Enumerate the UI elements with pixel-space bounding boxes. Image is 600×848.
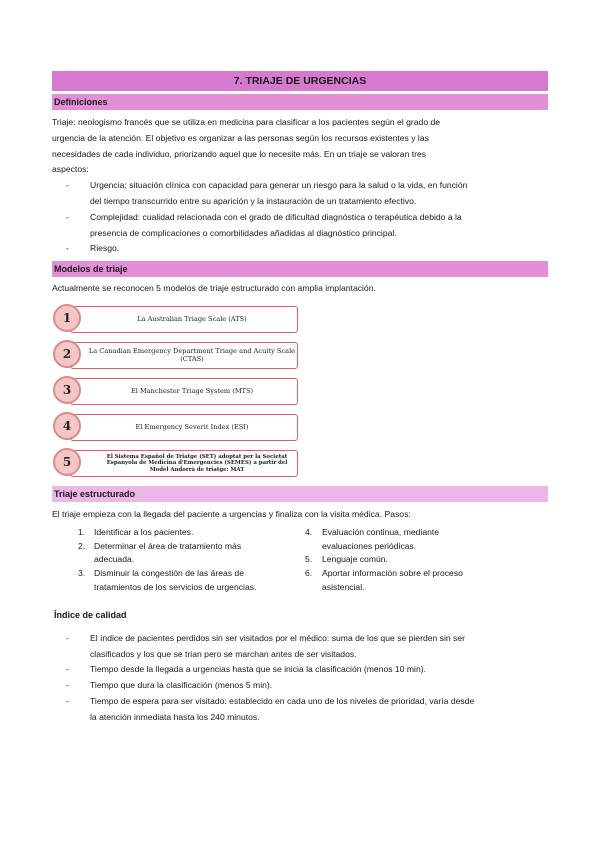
section-heading-calidad: Índice de calidad — [54, 609, 127, 620]
list-item: - Urgencia: situación clínica con capacidad para generar un riesgo para la salud o la vida, en función del tiempo transcurrido entre su aparición y la instauración de un tratamiento efectivo. — [52, 178, 548, 210]
triage-model-label: El Emergency Severit Index (ESI) — [70, 414, 298, 441]
triage-model-number: 1 — [53, 304, 81, 332]
step-item — [52, 540, 302, 568]
section-heading-definiciones: Definiciones — [52, 94, 548, 110]
triage-model-item — [52, 378, 300, 409]
triage-model-label: La Australian Triage Scale (ATS) — [70, 306, 298, 333]
step-item — [52, 526, 302, 540]
steps-list — [302, 526, 548, 595]
list-item-line: El índice de pacientes perdidos sin ser visitados por el médico: suma de los que se pierden sin ser — [90, 632, 465, 643]
list-item-line: la atención inmediata hasta los 240 minutos. — [90, 711, 260, 722]
paragraph-line: urgencia de la atención. El objetivo es organizar a las personas según los recursos existentes y las — [52, 132, 429, 143]
triage-model-item — [52, 306, 300, 337]
list-item-line: Urgencia: situación clínica con capacidad para generar un riesgo para la salud o la vida, en función — [90, 180, 468, 191]
list-item: - Tiempo que dura la clasificación (menos 5 min). — [52, 678, 548, 694]
step-line: Determinar el área de tratamiento más — [94, 540, 242, 551]
paragraph-line: Triaje: neologismo francés que se utiliza en medicina para clasificar a los pacientes según el grado de — [52, 117, 441, 127]
definiciones-intro — [52, 115, 548, 178]
triage-model-number: 2 — [53, 340, 81, 368]
step-line: evaluaciones periódicas. — [322, 540, 417, 551]
step-line: Lenguaje común. — [322, 554, 388, 565]
paragraph-line: necesidades de cada individuo, priorizando aquel que lo necesite más. En un triaje se valoran tres — [52, 148, 427, 159]
modelos-intro: Actualmente se reconocen 5 modelos de triaje estructurado con amplia implantación. — [52, 283, 376, 294]
triage-model-label: La Canadian Emergency Department Triage and Acuity Scale (CTAS) — [70, 342, 298, 369]
list-item: - Complejidad: cualidad relacionada con el grado de dificultad diagnóstica o terapéutica debido a la presencia de complicaciones o comorbilidades añadidas al diagnóstico principal. — [52, 210, 548, 242]
triage-model-item — [52, 450, 300, 481]
list-item-line: clasificados y los que se trian pero se marchan antes de ser visitados. — [90, 648, 357, 659]
list-item-line: Complejidad: cualidad relacionada con el grado de dificultad diagnóstica o terapéutica debido a la — [90, 211, 462, 222]
step-line: tratamientos de los servicios de urgencias. — [94, 581, 257, 592]
triage-model-number: 4 — [53, 412, 81, 440]
step-number: 1. — [78, 526, 86, 537]
list-item: - Tiempo desde la llegada a urgencias hasta que se inicia la clasificación (menos 10 min). — [52, 662, 548, 678]
step-number: 4. — [305, 526, 313, 537]
step-line: Aportar información sobre el proceso — [322, 568, 463, 579]
step-item — [302, 526, 548, 554]
step-number: 6. — [305, 568, 313, 579]
estructurado-intro: El triaje empieza con la llegada del paciente a urgencias y finaliza con la visita médica. Pasos: — [52, 508, 411, 519]
list-item: - Riesgo. — [52, 241, 548, 257]
step-number: 5. — [305, 554, 313, 565]
list-item: - Tiempo de espera para ser visitado: establecido en cada uno de los niveles de prioridad, varía desde la atención inmediata hasta los 240 minutos. — [52, 694, 548, 726]
triage-model-item — [52, 414, 300, 445]
step-line: Identificar a los pacientes. — [94, 526, 194, 537]
step-number: 2. — [78, 540, 86, 551]
section-heading-estructurado: Triaje estructurado — [52, 486, 548, 502]
list-item-line: Tiempo desde la llegada a urgencias hasta que se inicia la clasificación (menos 10 min). — [90, 664, 426, 675]
list-item-line: Riesgo. — [90, 243, 120, 254]
paragraph-line: aspectos: — [52, 164, 89, 175]
triage-model-number: 5 — [53, 448, 81, 476]
document-page — [52, 71, 548, 726]
definiciones-list — [52, 178, 548, 257]
triage-model-label: El Sistema Español de Triatge (SET) adoptat per la Societat Espanyola de Medicina d'Emergencies (SEMES) a partir del Model Andorrà de triatge: MAT — [70, 450, 298, 477]
list-item-line: Tiempo de espera para ser visitado: establecido en cada uno de los niveles de prioridad, varía desde — [90, 695, 475, 706]
triage-models-diagram — [52, 302, 548, 488]
list-item-line: Tiempo que dura la clasificación (menos 5 min). — [90, 680, 273, 691]
triage-model-label: El Manchester Triage System (MTS) — [70, 378, 298, 405]
list-item: - El índice de pacientes perdidos sin ser visitados por el médico: suma de los que se pierden sin ser clasificados y los que se trian pero se marchan antes de ser visitados. — [52, 631, 548, 663]
steps-columns — [52, 526, 548, 595]
list-item-line: del tiempo transcurrido entre su aparición y la instauración de un tratamiento efectivo. — [90, 195, 417, 206]
step-line: Disminuir la congestión de las áreas de — [94, 568, 244, 579]
step-line: Evaluación continua, mediante — [322, 526, 440, 537]
list-item-line: presencia de complicaciones o comorbilidades añadidas al diagnóstico principal. — [90, 227, 397, 238]
calidad-list — [52, 631, 548, 726]
step-line: asistencial. — [322, 581, 365, 592]
steps-list — [52, 526, 302, 595]
step-item — [52, 567, 302, 595]
triage-model-number: 3 — [53, 376, 81, 404]
triage-model-item — [52, 342, 300, 373]
page-title: 7. TRIAJE DE URGENCIAS — [52, 71, 548, 91]
section-heading-modelos: Modelos de triaje — [52, 261, 548, 277]
step-number: 3. — [78, 568, 86, 579]
step-item — [302, 567, 548, 595]
step-item — [302, 553, 548, 567]
step-line: adecuada. — [94, 554, 135, 565]
